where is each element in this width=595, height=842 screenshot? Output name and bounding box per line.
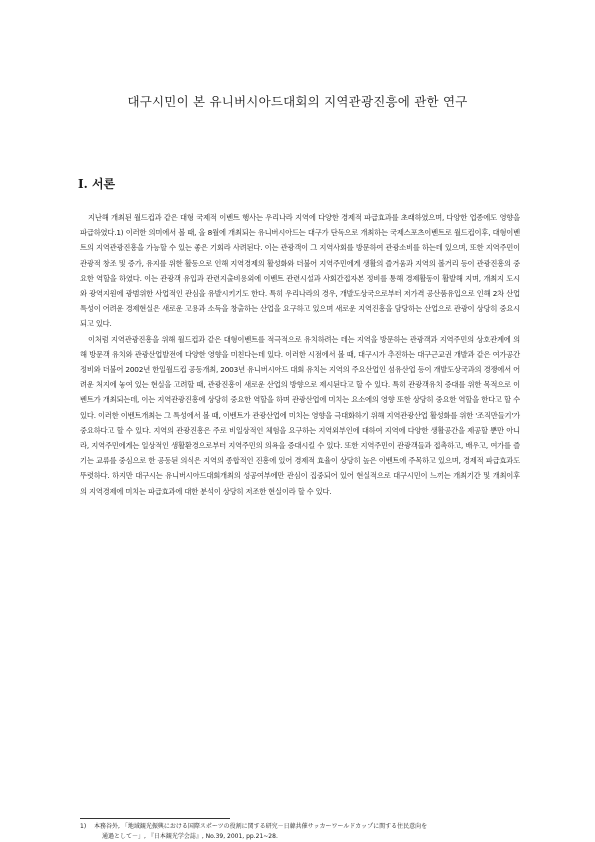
paper-title: 대구시민이 본 유니버시아드대회의 지역관광진흥에 관한 연구 [127, 94, 468, 109]
paragraph: 이처럼 지역관광진흥을 위해 월드컵과 같은 대형이벤트를 적극적으로 유치하려는 데는 지역을 방문하는 관광객과 지역주민의 상호관계에 의해 방문객 유치와 관광산업발전에 다양한 영향을 미친다는데 있다. 이러한 시점에서 볼 때, 대구시가 추진하는 대구근교권 개발과 같은 여가공간 정비와 더불어 2002년 한일월드컵 공동개최, 2003년 유니버시아드 대회 유치는 지역의 주요산업인 섬유산업 등이 개발도상국과의 경쟁에서 어려운 처지에 놓여 있는 현실을 고려할 때, 관광진흥이 새로운 산업의 방향으로 제시된다고 할 수 있다. 특히 관광객유치 증대를 위한 목적으로 이벤트가 개최되는데, 이는 지역관광진흥에 상당히 중요한 역할을 하며 관광산업에 미치는 요소에의 영향 또한 상당히 중요한 역할을 한다고 할 수 있다. 이러한 이벤트개최는 그 특성에서 볼 때, 이벤트가 관광산업에 미치는 영향을 극대화하기 위해 지역관광산업 활성화를 위한 '조직만들기'가 중요하다고 할 수 있다. 지역의 관광진흥은 주로 비일상적인 체험을 요구하는 지역외부인에 대하여 지역에 다양한 생활공간을 제공할 뿐만 아니라, 지역주민에게는 일상적인 생활환경으로부터 지역주민의 의욕을 증대시킬 수 있다. 또한 지역주민이 관광객들과 접촉하고, 배우고, 여가를 즐기는 교류를 중심으로 한 공동된 의식은 지역의 종합적인 진흥에 있어 경제적 효율이 상당히 높은 이벤트에 주목하고 있으며, 경제적 파급효과도 뚜렷하다. 하지만 대구시는 유니버시아드대회개최의 성공여부에만 관심이 집중되어 있어 현실적으로 대구시민이 느끼는 개최기간 및 개최이후의 지역경제에 미치는 파급효과에 대한 분석이 상당히 저조한 현실이라 할 수 있다. [80, 334, 520, 496]
footnote [80, 822, 520, 842]
footnote-mark: 1) [80, 823, 87, 830]
paragraph: 지난해 개최된 월드컵과 같은 대형 국제적 이벤트 행사는 우리나라 지역에 다양한 경제적 파급효과를 초래하였으며, 다양한 업종에도 영향을 파급하였다.1) 이러한 의미에서 볼 때, 올 8월에 개최되는 유니버시아드는 대구가 단독으로 개최하는 국제스포츠이벤트로 월드컵이후, 대형이벤트의 지역관광진흥을 가능할 수 있는 좋은 기회라 사려된다. 이는 관광객이 그 지역사회를 방문하여 관광소비를 하는데 있으며, 또한 지역주민이 관광적 창조 및 증가, 유지를 위한 활동으로 인해 지역경제의 활성화와 더불어 지역주민에게 생활의 즐거움과 지역의 볼거리 등이 관광진흥의 중요한 역할을 하였다. 이는 관광객 유입과 관련지출비용외에 이벤트 관련시설과 사회간접자본 정비를 통해 경제활동이 활발해 지며, 개최지 도시와 광역지원에 광범위한 사업적인 관심을 유발시키기도 한다. 특히 우리나라의 경우, 개발도상국으로부터 저가격 공산품유입으로 인해 2차 산업특성이 어려운 경제현실은 새로운 고용과 소득을 창출하는 산업을 요구하고 있으며 새로운 지역진흥을 담당하는 산업으로 관광이 상당히 중요시되고 있다. [80, 213, 520, 329]
footnote-line: 通過として－」, 『日本観光学会誌』, No.39, 2001, pp.21~28. [102, 833, 278, 840]
footnote-divider [80, 818, 230, 819]
body-text [80, 210, 520, 499]
footnote-line [80, 822, 520, 832]
section-heading: Ⅰ. 서론 [78, 177, 116, 191]
footnote-text: 本務谷外, 「地域観光振興における国際スポーツの役割に関する研究－日韓共催サッカーワールドカップに関する住民意向を [94, 823, 428, 830]
